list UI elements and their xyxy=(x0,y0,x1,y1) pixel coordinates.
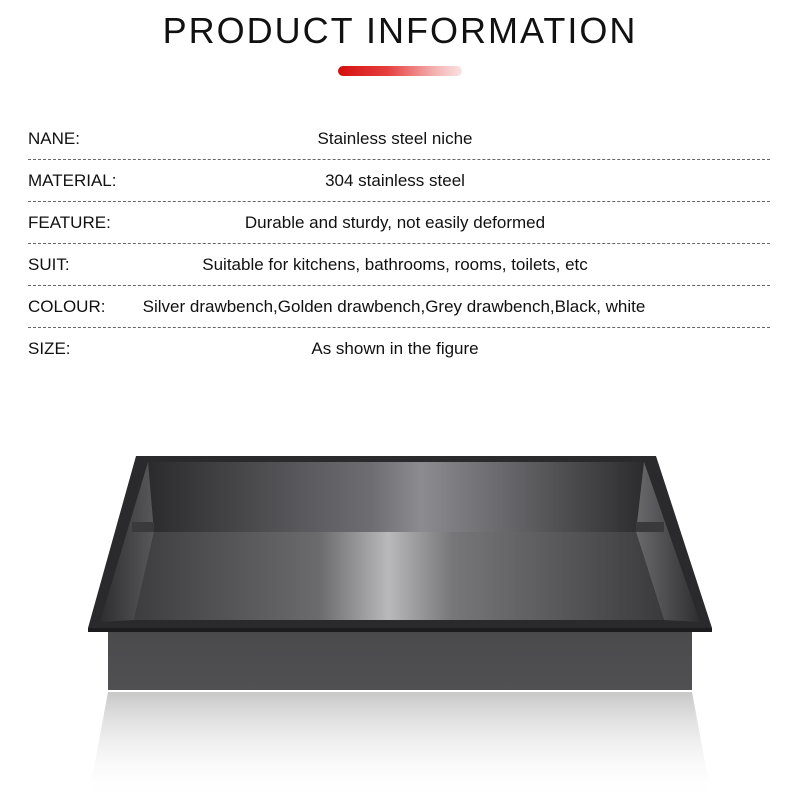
spec-row-feature xyxy=(28,202,770,244)
title-accent-bar xyxy=(338,66,462,76)
spec-value: As shown in the figure xyxy=(311,339,479,358)
spec-value: Suitable for kitchens, bathrooms, rooms, toilets, etc xyxy=(202,255,588,274)
spec-value: Durable and sturdy, not easily deformed xyxy=(244,213,546,232)
spec-row-material xyxy=(28,160,770,202)
spec-value: Stainless steel niche xyxy=(317,129,473,148)
spec-label: NANE: xyxy=(28,129,80,148)
product-back-wall xyxy=(148,462,644,532)
product-floor xyxy=(134,532,664,620)
spec-value: Silver drawbench,Golden drawbench,Grey drawbench,Black, white xyxy=(142,297,646,316)
spec-label: MATERIAL: xyxy=(28,171,117,190)
spec-table xyxy=(28,118,770,369)
spec-label: SUIT: xyxy=(28,255,70,274)
spec-label: FEATURE: xyxy=(28,213,111,232)
spec-label: SIZE: xyxy=(28,339,71,358)
product-front-face xyxy=(108,630,692,690)
product-image-niche xyxy=(0,440,800,800)
spec-row-suit xyxy=(28,244,770,286)
page-title: PRODUCT INFORMATION xyxy=(162,10,638,51)
spec-row-colour xyxy=(28,286,770,328)
spec-row-size xyxy=(28,328,770,369)
spec-row-name xyxy=(28,118,770,160)
spec-label: COLOUR: xyxy=(28,297,106,316)
spec-value: 304 stainless steel xyxy=(325,171,465,190)
product-reflection xyxy=(88,692,712,800)
